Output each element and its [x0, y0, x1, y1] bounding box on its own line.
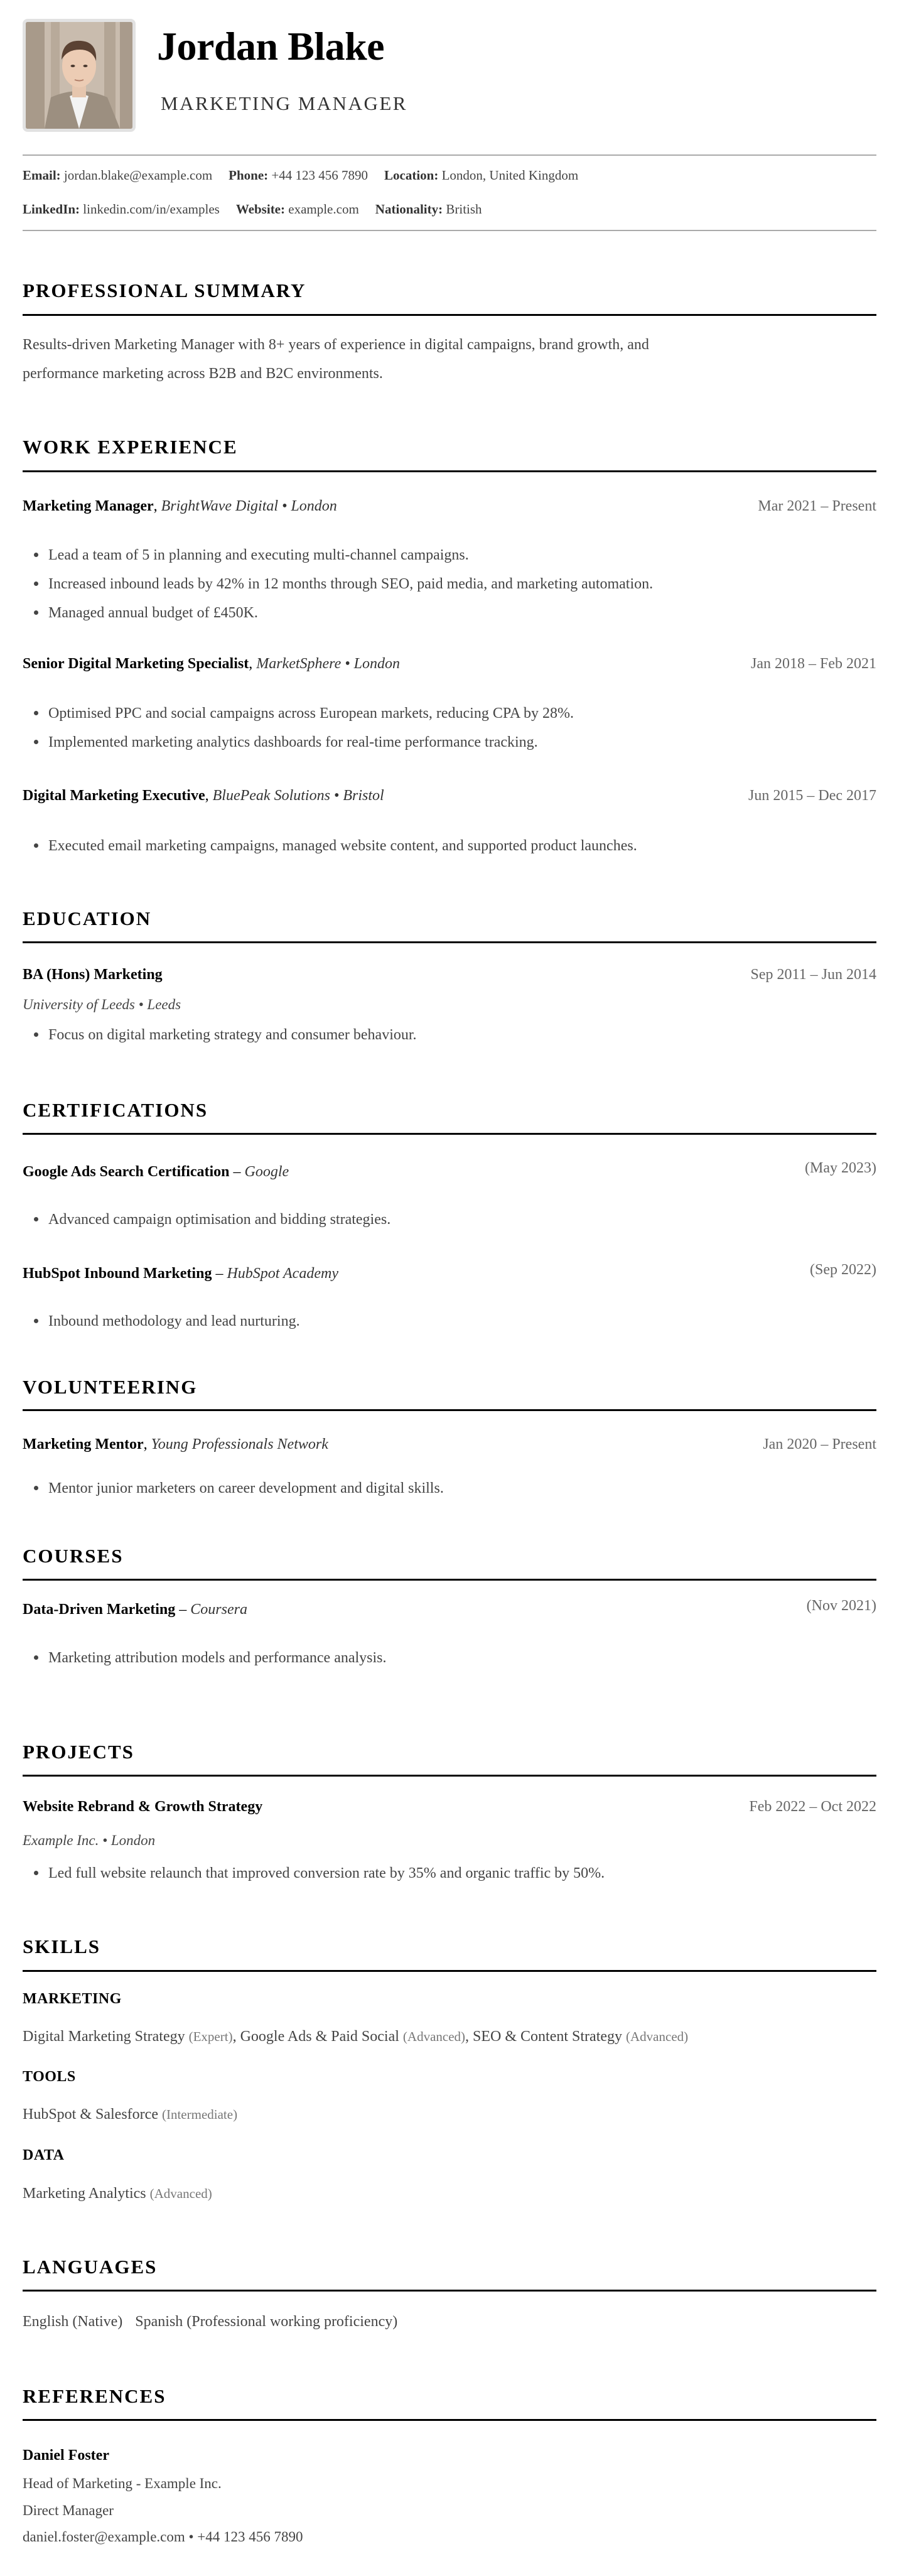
linkedin-link[interactable]: linkedin.com/in/examples — [83, 202, 220, 217]
section-heading-projects: PROJECTS — [23, 1741, 134, 1763]
skill-category-marketing: MARKETING — [23, 1991, 122, 2007]
separator: , — [153, 498, 161, 514]
section-heading-references: REFERENCES — [23, 2385, 166, 2407]
section-heading-volunteering: VOLUNTEERING — [23, 1376, 198, 1398]
contact-bottom-divider — [23, 230, 876, 231]
certification-issuer: Google — [244, 1164, 289, 1180]
candidate-title: MARKETING MANAGER — [161, 92, 407, 114]
job-entry-header — [23, 784, 876, 807]
course-provider: Coursera — [190, 1601, 247, 1618]
bullet-text: Implemented marketing analytics dashboards for real-time performance tracking. — [48, 734, 538, 750]
course-name: Data-Driven Marketing — [23, 1601, 176, 1618]
skill-level: (Advanced) — [402, 2029, 466, 2044]
contact-label: Location: — [384, 168, 439, 183]
contact-top-divider — [23, 154, 876, 156]
job-dates: Jun 2015 – Dec 2017 — [748, 787, 876, 804]
reference-position: Head of Marketing - Example Inc. — [23, 2476, 222, 2491]
volunteer-dates: Jan 2020 – Present — [763, 1436, 876, 1453]
section-heading-summary: PROFESSIONAL SUMMARY — [23, 279, 306, 301]
contact-label: Email: — [23, 168, 61, 183]
volunteering-entry-header — [23, 1433, 876, 1456]
job-dates: Jan 2018 – Feb 2021 — [751, 656, 876, 672]
summary-text — [23, 330, 839, 388]
course-date: (Nov 2021) — [806, 1598, 876, 1614]
certification-date: (May 2023) — [805, 1160, 876, 1176]
education-dates: Sep 2011 – Jun 2014 — [750, 966, 876, 983]
volunteer-org: Young Professionals Network — [151, 1436, 328, 1453]
section-divider — [23, 2290, 876, 2292]
separator: , — [205, 787, 213, 804]
certification-name: HubSpot Inbound Marketing — [23, 1265, 212, 1282]
contact-location — [384, 166, 578, 184]
bullet-text: Led full website relaunch that improved conversion rate by 35% and organic traffic by 50%. — [48, 1865, 605, 1881]
section-divider — [23, 1579, 876, 1581]
contact-email — [23, 166, 212, 184]
section-divider — [23, 1133, 876, 1135]
section-heading-languages: LANGUAGES — [23, 2256, 158, 2278]
bullet-icon — [34, 582, 38, 586]
bullet-icon — [34, 711, 38, 715]
language-item: English (Native) — [23, 2314, 123, 2330]
skill-name: Digital Marketing Strategy — [23, 2028, 185, 2045]
job-role: Digital Marketing Executive — [23, 787, 205, 804]
summary-line: performance marketing across B2B and B2C environments. — [23, 365, 383, 382]
project-name: Website Rebrand & Growth Strategy — [23, 1799, 263, 1815]
job-entry-header — [23, 652, 876, 675]
bullet-text: Inbound methodology and lead nurturing. — [48, 1313, 300, 1329]
skill-level: (Intermediate) — [161, 2107, 238, 2122]
separator: – — [229, 1164, 245, 1180]
contact-row-1 — [23, 166, 595, 184]
candidate-name: Jordan Blake — [157, 24, 385, 68]
bullet-icon — [34, 1486, 38, 1490]
section-heading-experience: WORK EXPERIENCE — [23, 436, 238, 458]
contact-label: Phone: — [229, 168, 269, 183]
bullet-icon — [34, 1655, 38, 1660]
bullet-text: Focus on digital marketing strategy and consumer behaviour. — [48, 1027, 417, 1043]
certification-date: (Sep 2022) — [810, 1262, 876, 1278]
bullet-icon — [34, 1871, 38, 1875]
resume-page — [23, 0, 876, 2576]
skill-list: Digital Marketing Strategy (Expert), Google Ads & Paid Social (Advanced), SEO & Content Strategy (Advanced) — [23, 2028, 689, 2045]
skill-category-tools: TOOLS — [23, 2069, 76, 2085]
job-company: BrightWave Digital • London — [161, 498, 337, 514]
skill-list — [23, 2182, 212, 2205]
job-role: Marketing Manager — [23, 498, 154, 514]
profile-photo — [23, 19, 136, 132]
separator: – — [212, 1265, 227, 1282]
bullet-icon — [34, 843, 38, 848]
bullet-text: Marketing attribution models and performance analysis. — [48, 1650, 387, 1666]
job-dates: Mar 2021 – Present — [758, 498, 876, 514]
education-entry-header — [23, 963, 876, 986]
location-value: London, United Kingdom — [441, 168, 579, 183]
reference-name: Daniel Foster — [23, 2447, 109, 2464]
section-divider — [23, 1409, 876, 1411]
skill-level: (Advanced) — [149, 2186, 212, 2201]
skill-name: Google Ads & Paid Social — [240, 2028, 399, 2045]
job-company: BluePeak Solutions • Bristol — [212, 787, 384, 804]
phone-value[interactable]: +44 123 456 7890 — [271, 168, 369, 183]
email-value[interactable]: jordan.blake@example.com — [63, 168, 213, 183]
bullet-text: Managed annual budget of £450K. — [48, 605, 258, 621]
contact-phone — [229, 166, 368, 184]
bullet-text: Increased inbound leads by 42% in 12 months through SEO, paid media, and marketing automation. — [48, 576, 654, 592]
languages-list — [23, 2310, 410, 2333]
certification-entry-header — [23, 1262, 876, 1285]
project-dates: Feb 2022 – Oct 2022 — [749, 1799, 876, 1815]
section-divider — [23, 1970, 876, 1972]
reference-contact[interactable]: daniel.foster@example.com • +44 123 456 7890 — [23, 2529, 303, 2545]
section-heading-skills: SKILLS — [23, 1935, 101, 1957]
summary-line: Results-driven Marketing Manager with 8+ years of experience in digital campaigns, brand growth, and — [23, 337, 649, 353]
job-company: MarketSphere • London — [256, 656, 401, 672]
contact-nationality — [375, 200, 482, 218]
section-heading-education: EDUCATION — [23, 907, 152, 929]
separator: , — [143, 1436, 151, 1453]
bullet-text: Advanced campaign optimisation and bidding strategies. — [48, 1211, 391, 1228]
section-heading-certifications: CERTIFICATIONS — [23, 1099, 208, 1121]
skill-name: HubSpot & Salesforce — [23, 2106, 158, 2123]
section-divider — [23, 1775, 876, 1777]
language-item: Spanish (Professional working proficiency) — [135, 2314, 398, 2330]
certification-entry-header — [23, 1161, 876, 1183]
contact-label: Website: — [235, 202, 285, 217]
section-divider — [23, 314, 876, 316]
bullet-text: Mentor junior marketers on career development and digital skills. — [48, 1480, 444, 1496]
contact-linkedin — [23, 200, 220, 218]
bullet-icon — [34, 1217, 38, 1221]
volunteer-role: Marketing Mentor — [23, 1436, 144, 1453]
project-org: Example Inc. • London — [23, 1832, 156, 1848]
skill-list — [23, 2103, 237, 2126]
certification-name: Google Ads Search Certification — [23, 1164, 230, 1180]
section-divider — [23, 941, 876, 943]
bullet-icon — [34, 1319, 38, 1323]
degree: BA (Hons) Marketing — [23, 966, 163, 983]
contact-website — [236, 200, 359, 218]
bullet-icon — [34, 610, 38, 615]
bullet-icon — [34, 740, 38, 744]
section-heading-courses: COURSES — [23, 1545, 124, 1567]
portrait-image — [26, 22, 132, 129]
separator: – — [175, 1601, 191, 1618]
project-entry-header — [23, 1795, 876, 1818]
bullet-icon — [34, 1032, 38, 1037]
skill-level: (Advanced) — [626, 2029, 689, 2044]
section-divider — [23, 470, 876, 472]
bullet-icon — [34, 553, 38, 557]
contact-label: Nationality: — [375, 202, 443, 217]
nationality-value: British — [446, 202, 482, 217]
contact-row-2 — [23, 200, 498, 218]
contact-label: LinkedIn: — [23, 202, 80, 217]
website-link[interactable]: example.com — [288, 202, 359, 217]
skill-name: SEO & Content Strategy — [473, 2028, 623, 2045]
reference-relation: Direct Manager — [23, 2503, 114, 2518]
skill-name: Marketing Analytics — [23, 2185, 146, 2202]
certification-issuer: HubSpot Academy — [227, 1265, 338, 1282]
skill-level: (Expert) — [188, 2029, 233, 2044]
skill-category-data: DATA — [23, 2147, 65, 2163]
job-entry-header — [23, 495, 876, 517]
course-entry-header — [23, 1598, 876, 1621]
section-divider — [23, 2419, 876, 2421]
bullet-text: Optimised PPC and social campaigns across European markets, reducing CPA by 28%. — [48, 705, 574, 722]
bullet-text: Executed email marketing campaigns, managed website content, and supported product launches. — [48, 838, 637, 854]
bullet-text: Lead a team of 5 in planning and executing multi-channel campaigns. — [48, 547, 469, 563]
job-role: Senior Digital Marketing Specialist — [23, 656, 249, 672]
school-name: University of Leeds • Leeds — [23, 997, 181, 1012]
separator: , — [249, 656, 257, 672]
